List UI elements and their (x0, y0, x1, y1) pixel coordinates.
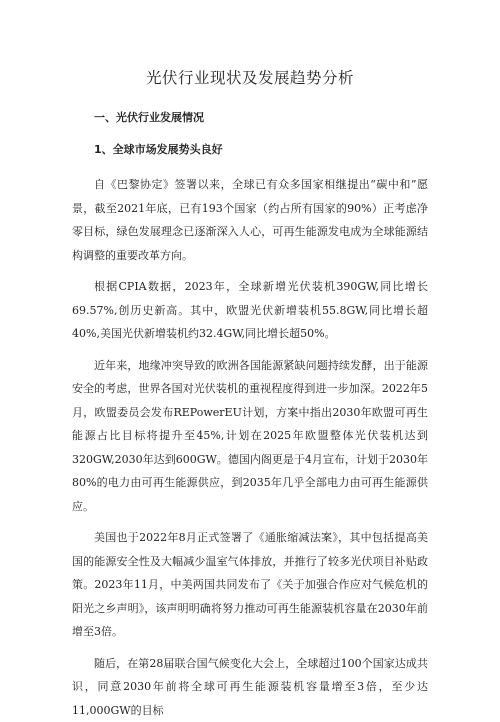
paragraph: 自《巴黎协定》签署以来，全球已有众多国家相继提出“碳中和”愿景，截至2021年底，已有193个国家（约占所有国家的90%）正考虑净零目标，绿色发展理念已逐渐深入人心，可再生能源发电成为全球能源结构调整的重要改革方向。 (72, 173, 428, 267)
section-heading: 一、光伏行业发展情况 (72, 109, 428, 125)
paragraph: 根据CPIA数据，2023年，全球新增光伏装机390GW,同比增长69.57%,创历史新高。其中，欧盟光伏新增装机55.8GW,同比增长超40%,美国光伏新增装机约32.4GW,同比增长超50%。 (72, 275, 428, 346)
paragraph: 美国也于2022年8月正式签署了《通胀缩减法案》，其中包括提高美国的能源安全性及大幅减少温室气体排放，并推行了较多光伏项目补贴政策。2023年11月，中美两国共同发布了《关于加强合作应对气候危机的阳光之乡声明》，该声明明确将努力推动可再生能源装机容量在2030年前增至3倍。 (72, 526, 428, 644)
subsection-heading: 1、全球市场发展势头良好 (72, 141, 428, 157)
document-title: 光伏行业现状及发展趋势分析 (72, 66, 428, 88)
paragraph: 随后，在第28届联合国气候变化大会上，全球超过100个国家达成共识，同意2030年前将全球可再生能源装机容量增至3倍，至少达11,000GW的目标 (72, 652, 428, 722)
paragraph: 近年来，地缘冲突导致的欧洲各国能源紧缺问题持续发酵，出于能源安全的考虑，世界各国对光伏装机的重视程度得到进一步加深。2022年5月，欧盟委员会发布REPowerEU计划，方案中指出2030年欧盟可再生能源占比目标将提升至45%,计划在2025年欧盟整体光伏装机达到320GW,2030年达到600GW。德国内阁更是于4月宣布，计划于2030年80%的电力由可再生能源供应，到2035年几乎全部电力由可再生能源供应。 (72, 354, 428, 519)
